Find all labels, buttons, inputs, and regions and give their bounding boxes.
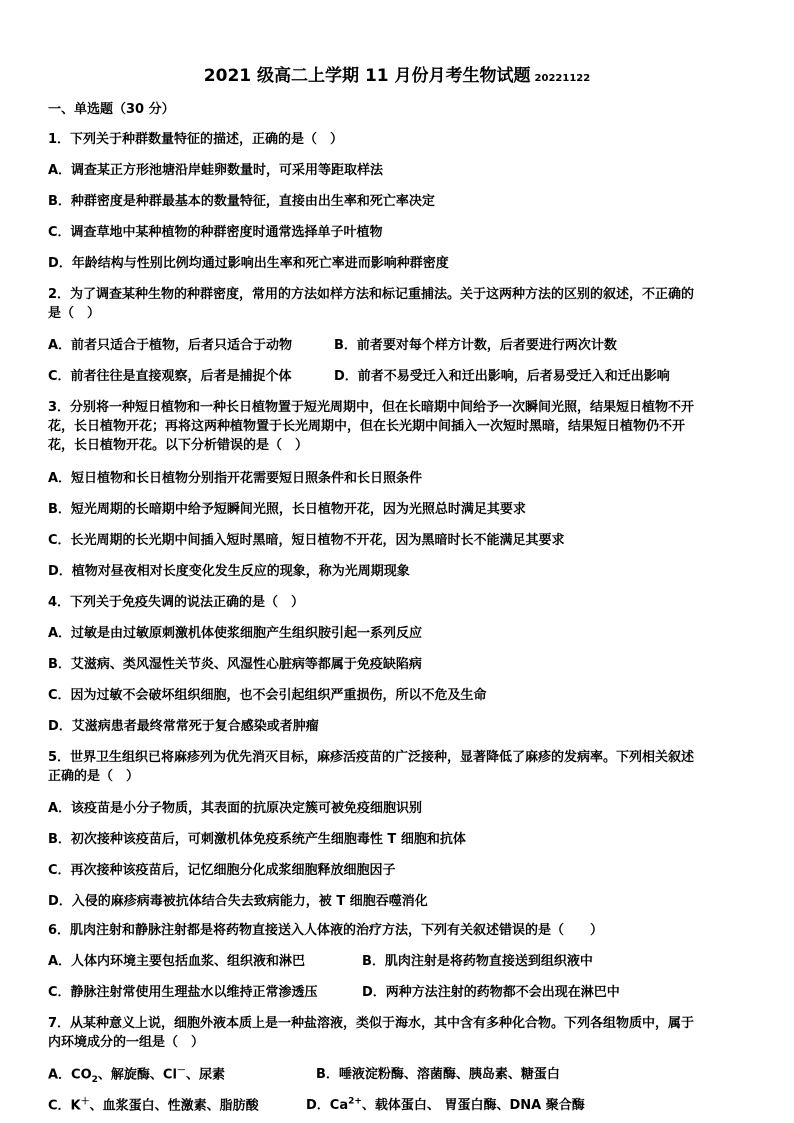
q7-stem-line2: 内环境成分的一组是（ ）: [48, 1035, 205, 1050]
q7-a-subscript: 2: [91, 1074, 98, 1085]
q5-stem-line1: 5．世界卫生组织已将麻疹列为优先消灭目标，麻疹活疫苗的广泛接种，显著降低了麻疹的发病率。下列相关叙述: [48, 750, 695, 765]
q7-option-d: [306, 1094, 585, 1113]
q7-a-text-2: 、解旋酶、Cl: [97, 1067, 177, 1083]
q5-option-d: D．入侵的麻疹病毒被抗体结合失去致病能力，被 T 细胞吞噬消化: [48, 894, 428, 909]
q2-option-a: A．前者只适合于植物，后者只适合于动物: [48, 338, 293, 353]
title-text: 2021 级高二上学期 11 月份月考生物试题: [203, 66, 531, 86]
exam-date: 20221122: [534, 73, 591, 84]
q2-option-b: B．前者要对每个样方计数，后者要进行两次计数: [334, 338, 617, 353]
q6-option-d: D．两种方法注射的药物都不会出现在淋巴中: [362, 985, 620, 1000]
q6-option-a: A．人体内环境主要包括血浆、组织液和淋巴: [48, 954, 306, 969]
q6-option-c: C．静脉注射常使用生理盐水以维持正常渗透压: [48, 985, 318, 1000]
q7-c-text-2: 、血浆蛋白、性激素、脂肪酸: [89, 1098, 259, 1114]
q7-d-superscript: 2+: [348, 1096, 362, 1107]
page-title: [0, 61, 794, 86]
q1-option-d: D．年龄结构与性别比例均通过影响出生率和死亡率进而影响种群密度: [48, 256, 449, 271]
q7-d-text-2: 、载体蛋白、 胃蛋白酶、DNA 聚合酶: [361, 1098, 585, 1113]
q3-option-b: B．短光周期的长暗期中给予短瞬间光照，长日植物开花，因为光照总时满足其要求: [48, 502, 526, 517]
q3-option-a: A．短日植物和长日植物分别指开花需要短日照条件和长日照条件: [48, 471, 423, 486]
q3-stem-line2: 花，长日植物开花；再将这两种植物置于长光周期中，但在长光期中间插入一次短时黑暗，结果短日植物仍不开: [48, 419, 686, 434]
q3-option-d: D．植物对昼夜相对长度变化发生反应的现象，称为光周期现象: [48, 564, 410, 579]
q3-option-c: C．长光周期的长光期中间插入短时黑暗，短日植物不开花，因为黑暗时长不能满足其要求: [48, 533, 565, 548]
q3-stem-line3: 花，长日植物开花。以下分析错误的是（ ）: [48, 438, 309, 453]
q4-option-b: B．艾滋病、类风湿性关节炎、风湿性心脏病等都属于免疫缺陷病: [48, 657, 422, 672]
q4-stem: 4．下列关于免疫失调的说法正确的是（ ）: [48, 595, 305, 610]
q6-stem: 6．肌肉注射和静脉注射都是将药物直接送入人体液的治疗方法，下列有关叙述错误的是（ ）: [48, 923, 604, 938]
q1-option-b: B．种群密度是种群最基本的数量特征，直接由出生率和死亡率决定: [48, 194, 435, 209]
q1-stem: 1．下列关于种群数量特征的描述，正确的是（ ）: [48, 132, 344, 147]
q7-stem-line1: 7．从某种意义上说，细胞外液本质上是一种盐溶液，类似于海水，其中含有多种化合物。下列各组物质中，属于: [48, 1016, 695, 1031]
q5-option-a: A．该疫苗是小分子物质，其表面的抗原决定簇可被免疫细胞识别: [48, 801, 423, 816]
q6-option-b: B．肌肉注射是将药物直接送到组织液中: [362, 954, 593, 969]
q4-option-d: D．艾滋病患者最终常常死于复合感染或者肿瘤: [48, 719, 319, 734]
section-heading: 一、单选题（30 分）: [48, 102, 175, 117]
q5-stem-line2: 正确的是（ ）: [48, 769, 140, 784]
q7-d-text-1: D．Ca: [306, 1098, 349, 1113]
q7-c-superscript: ＋: [80, 1097, 90, 1107]
q4-option-a: A．过敏是由过敏原刺激机体使浆细胞产生组织胺引起一系列反应: [48, 626, 423, 641]
q1-option-a: A．调查某正方形池塘沿岸蛙卵数量时，可采用等距取样法: [48, 163, 384, 178]
q5-option-b: B．初次接种该疫苗后，可刺激机体免疫系统产生细胞毒性 T 细胞和抗体: [48, 832, 466, 847]
q7-option-b: B．唾液淀粉酶、溶菌酶、胰岛素、糖蛋白: [316, 1067, 560, 1082]
q4-option-c: C．因为过敏不会破坏组织细胞，也不会引起组织严重损伤，所以不危及生命: [48, 688, 487, 703]
q7-option-c: [48, 1094, 259, 1113]
q2-option-d: D．前者不易受迁入和迁出影响，后者易受迁入和迁出影响: [334, 369, 670, 384]
q2-stem-line2: 是（ ）: [48, 306, 101, 321]
q7-a-text-1: A．CO: [48, 1067, 92, 1083]
q7-a-text-3: 、尿素: [185, 1067, 225, 1083]
q7-a-superscript: －: [176, 1066, 186, 1076]
q2-stem-line1: 2．为了调查某种生物的种群密度，常用的方法如样方法和标记重捕法。关于这两种方法的区别的叙述，不正确的: [48, 287, 695, 302]
q7-c-text-1: C．K: [48, 1098, 81, 1114]
q5-option-c: C．再次接种该疫苗后，记忆细胞分化成浆细胞释放细胞因子: [48, 863, 396, 878]
q1-option-c: C．调查草地中某种植物的种群密度时通常选择单子叶植物: [48, 225, 383, 240]
q7-option-a: [48, 1063, 225, 1085]
q3-stem-line1: 3．分别将一种短日植物和一种长日植物置于短光周期中，但在长暗期中间给予一次瞬间光照，结果短日植物不开: [48, 400, 695, 415]
q2-option-c: C．前者往往是直接观察，后者是捕捉个体: [48, 369, 292, 384]
